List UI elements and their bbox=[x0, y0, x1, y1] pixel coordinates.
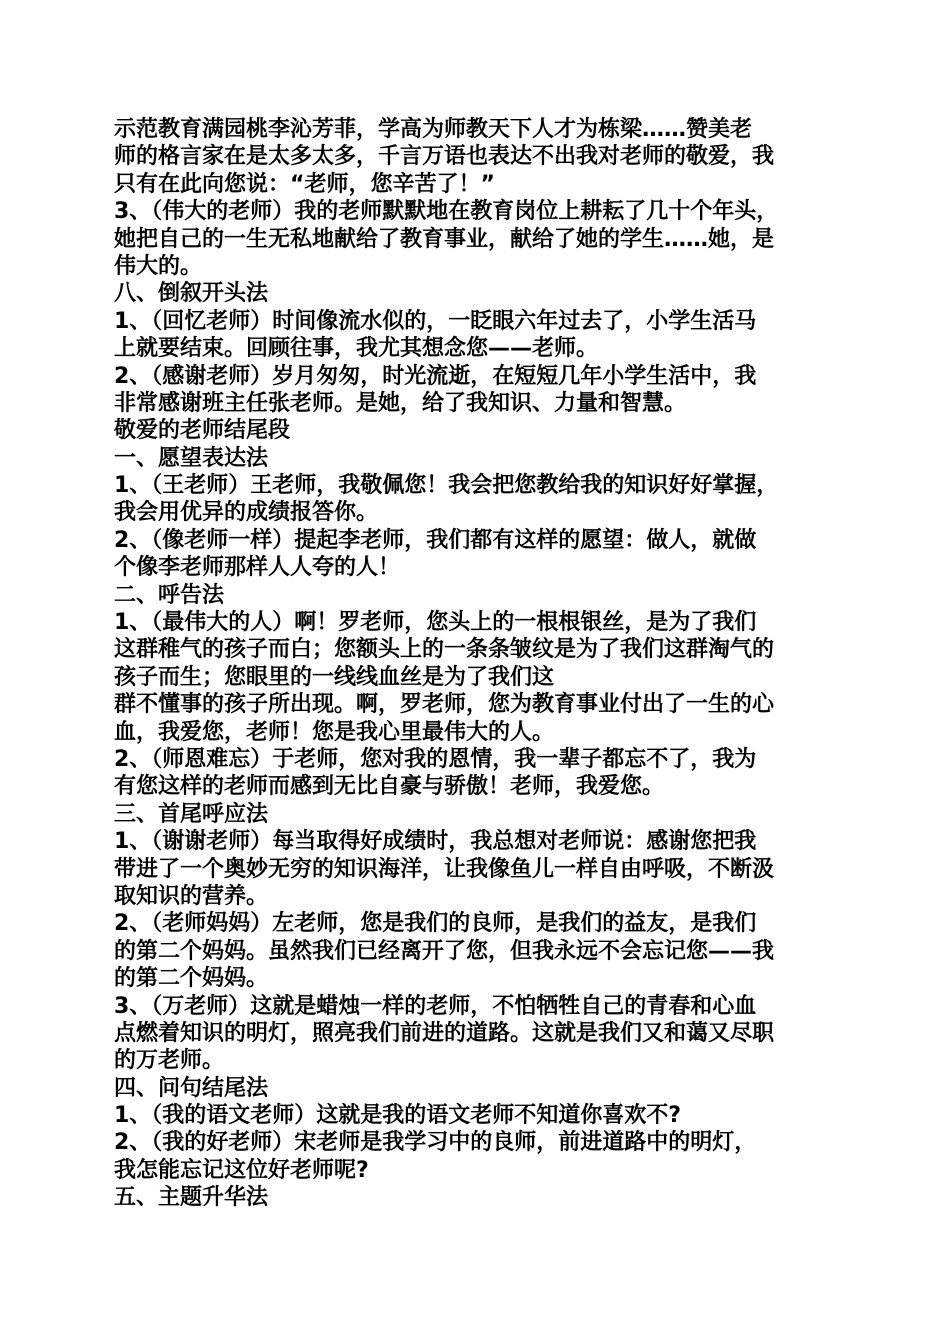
text-line: 个像李老师那样人人夸的人！ bbox=[114, 555, 401, 581]
text-line: 只有在此向您说：“老师，您辛苦了！” bbox=[114, 171, 495, 197]
document-body bbox=[114, 116, 844, 1212]
text-line: 我会用优异的成绩报答你。 bbox=[114, 500, 379, 526]
text-line: 血，我爱您，老师！您是我心里最伟大的人。 bbox=[114, 719, 555, 745]
text-line: 非常感谢班主任张老师。是她，给了我知识、力量和智慧。 bbox=[114, 390, 687, 416]
text-line: 1、（我的语文老师）这就是我的语文老师不知道你喜欢不? bbox=[114, 1103, 682, 1129]
text-line: 1、（王老师）王老师，我敬佩您！我会把您教给我的知识好好掌握， bbox=[114, 473, 779, 499]
text-line: 敬爱的老师结尾段 bbox=[114, 418, 291, 444]
text-line: 的第二个妈妈。 bbox=[114, 966, 269, 992]
text-line: 师的格言家在是太多太多，千言万语也表达不出我对老师的敬爱，我 bbox=[114, 144, 775, 170]
text-line: 3、（万老师）这就是蜡烛一样的老师，不怕牺牲自己的青春和心血 bbox=[114, 993, 757, 1019]
text-line: 有您这样的老师而感到无比自豪与骄傲！老师，我爱您。 bbox=[114, 774, 665, 800]
text-line: 带进了一个奥妙无穷的知识海洋，让我像鱼儿一样自由呼吸，不断汲 bbox=[114, 856, 775, 882]
text-line: 2、（感谢老师）岁月匆匆，时光流逝，在短短几年小学生活中，我 bbox=[114, 363, 757, 389]
text-line: 1、（回忆老师）时间像流水似的，一眨眼六年过去了，小学生活马 bbox=[114, 308, 757, 334]
text-line: 五、主题升华法 bbox=[114, 1185, 269, 1211]
text-line: 的第二个妈妈。虽然我们已经离开了您，但我永远不会忘记您——我 bbox=[114, 938, 775, 964]
text-line: 上就要结束。回顾往事，我尤其想念您——老师。 bbox=[114, 336, 599, 362]
text-line: 2、（我的好老师）宋老师是我学习中的良师，前进道路中的明灯， bbox=[114, 1130, 757, 1156]
text-line: 伟大的。 bbox=[114, 253, 203, 279]
text-line: 一、愿望表达法 bbox=[114, 445, 269, 471]
text-line: 她把自己的一生无私地献给了教育事业，献给了她的学生……她，是 bbox=[114, 226, 775, 252]
text-line: 群不懂事的孩子所出现。啊，罗老师，您为教育事业付出了一生的心 bbox=[114, 692, 775, 718]
text-line: 孩子而生；您眼里的一线线血丝是为了我们这 bbox=[114, 664, 555, 690]
text-line: 点燃着知识的明灯，照亮我们前进的道路。这就是我们又和蔼又尽职 bbox=[114, 1020, 775, 1046]
text-line: 3、（伟大的老师）我的老师默默地在教育岗位上耕耘了几十个年头， bbox=[114, 199, 779, 225]
text-line: 取知识的营养。 bbox=[114, 883, 269, 909]
text-line: 2、（师恩难忘）于老师，您对我的恩情，我一辈子都忘不了，我为 bbox=[114, 746, 757, 772]
text-line: 示范教育满园桃李沁芳菲，学高为师教天下人才为栋梁……赞美老 bbox=[114, 117, 753, 142]
text-line: 2、（像老师一样）提起李老师，我们都有这样的愿望：做人，就做 bbox=[114, 527, 757, 553]
text-line: 这群稚气的孩子而白；您额头上的一条条皱纹是为了我们这群淘气的 bbox=[114, 637, 775, 663]
text-line: 的万老师。 bbox=[114, 1048, 225, 1074]
text-line: 1、（最伟大的人）啊！罗老师，您头上的一根根银丝，是为了我们 bbox=[114, 610, 757, 636]
text-line: 四、问句结尾法 bbox=[114, 1075, 269, 1101]
text-line: 二、呼告法 bbox=[114, 582, 225, 608]
text-line: 1、（谢谢老师）每当取得好成绩时，我总想对老师说：感谢您把我 bbox=[114, 829, 757, 855]
text-line: 2、（老师妈妈）左老师，您是我们的良师，是我们的益友，是我们 bbox=[114, 911, 757, 937]
text-line: 三、首尾呼应法 bbox=[114, 801, 269, 827]
text-line: 我怎能忘记这位好老师呢? bbox=[114, 1157, 369, 1183]
text-line: 八、倒叙开头法 bbox=[114, 281, 269, 307]
